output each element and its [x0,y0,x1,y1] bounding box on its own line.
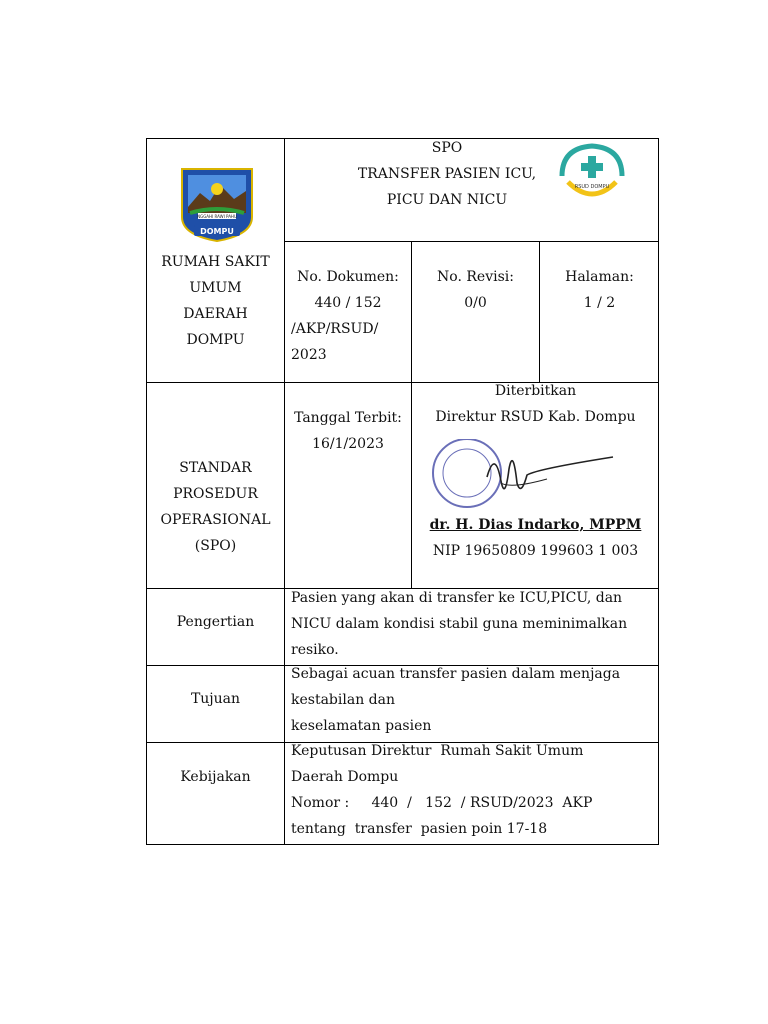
svg-text:DOMPU: DOMPU [200,227,234,236]
row-content-pengertian: Pasien yang akan di transfer ke ICU,PICU, dan NICU dalam kondisi stabil guna meminimalkan resiko. [291,590,628,658]
signer-name: dr. H. Dias Indarko, MPPM [429,517,642,533]
dompu-regency-logo [180,167,254,243]
no-dokumen-value: 440 / 152 [314,295,382,311]
rsud-dompu-logo [554,142,630,204]
divider [285,241,659,242]
row-label-pengertian: Pengertian [176,614,255,630]
spo-label: STANDAR PROSEDUR OPERASIONAL (SPO) [160,460,271,554]
tanggal-terbit: Tanggal Terbit: 16/1/2023 [294,410,402,452]
divider [284,139,285,845]
stamp-and-signature [417,439,617,511]
spo-document-table [146,138,659,845]
no-dokumen-label: No. Dokumen: [297,269,399,285]
no-dokumen-value-cont: /AKP/RSUD/ 2023 [291,321,379,363]
row-content-tujuan: Sebagai acuan transfer pasien dalam menjaga kestabilan dan keselamatan pasien [291,666,621,734]
svg-text:NGGAHI RAWI PAHU: NGGAHI RAWI PAHU [197,214,237,219]
signer-block [412,512,659,564]
dompu-emblem-icon [180,167,254,243]
hospital-name: RUMAH SAKIT UMUM DAERAH DOMPU [161,254,270,348]
svg-text:RSUD DOMPU: RSUD DOMPU [574,184,610,190]
official-stamp-icon [417,439,617,511]
row-label-tujuan: Tujuan [190,691,241,707]
no-revisi: No. Revisi: 0/0 [437,269,514,311]
document-title: SPO TRANSFER PASIEN ICU, PICU DAN NICU [357,140,537,208]
rsud-dompu-emblem-icon [554,142,630,204]
signer-nip: NIP 19650809 199603 1 003 [432,543,639,559]
issuer-block: Diterbitkan Direktur RSUD Kab. Dompu [435,383,636,425]
row-label-kebijakan: Kebijakan [180,769,251,785]
halaman: Halaman: 1 / 2 [565,269,634,311]
row-content-kebijakan: Keputusan Direktur Rumah Sakit Umum Daerah Dompu Nomor : 440 / 152 / RSUD/2023 AKP tentang transfer pasien poin 17-18 [291,743,593,837]
